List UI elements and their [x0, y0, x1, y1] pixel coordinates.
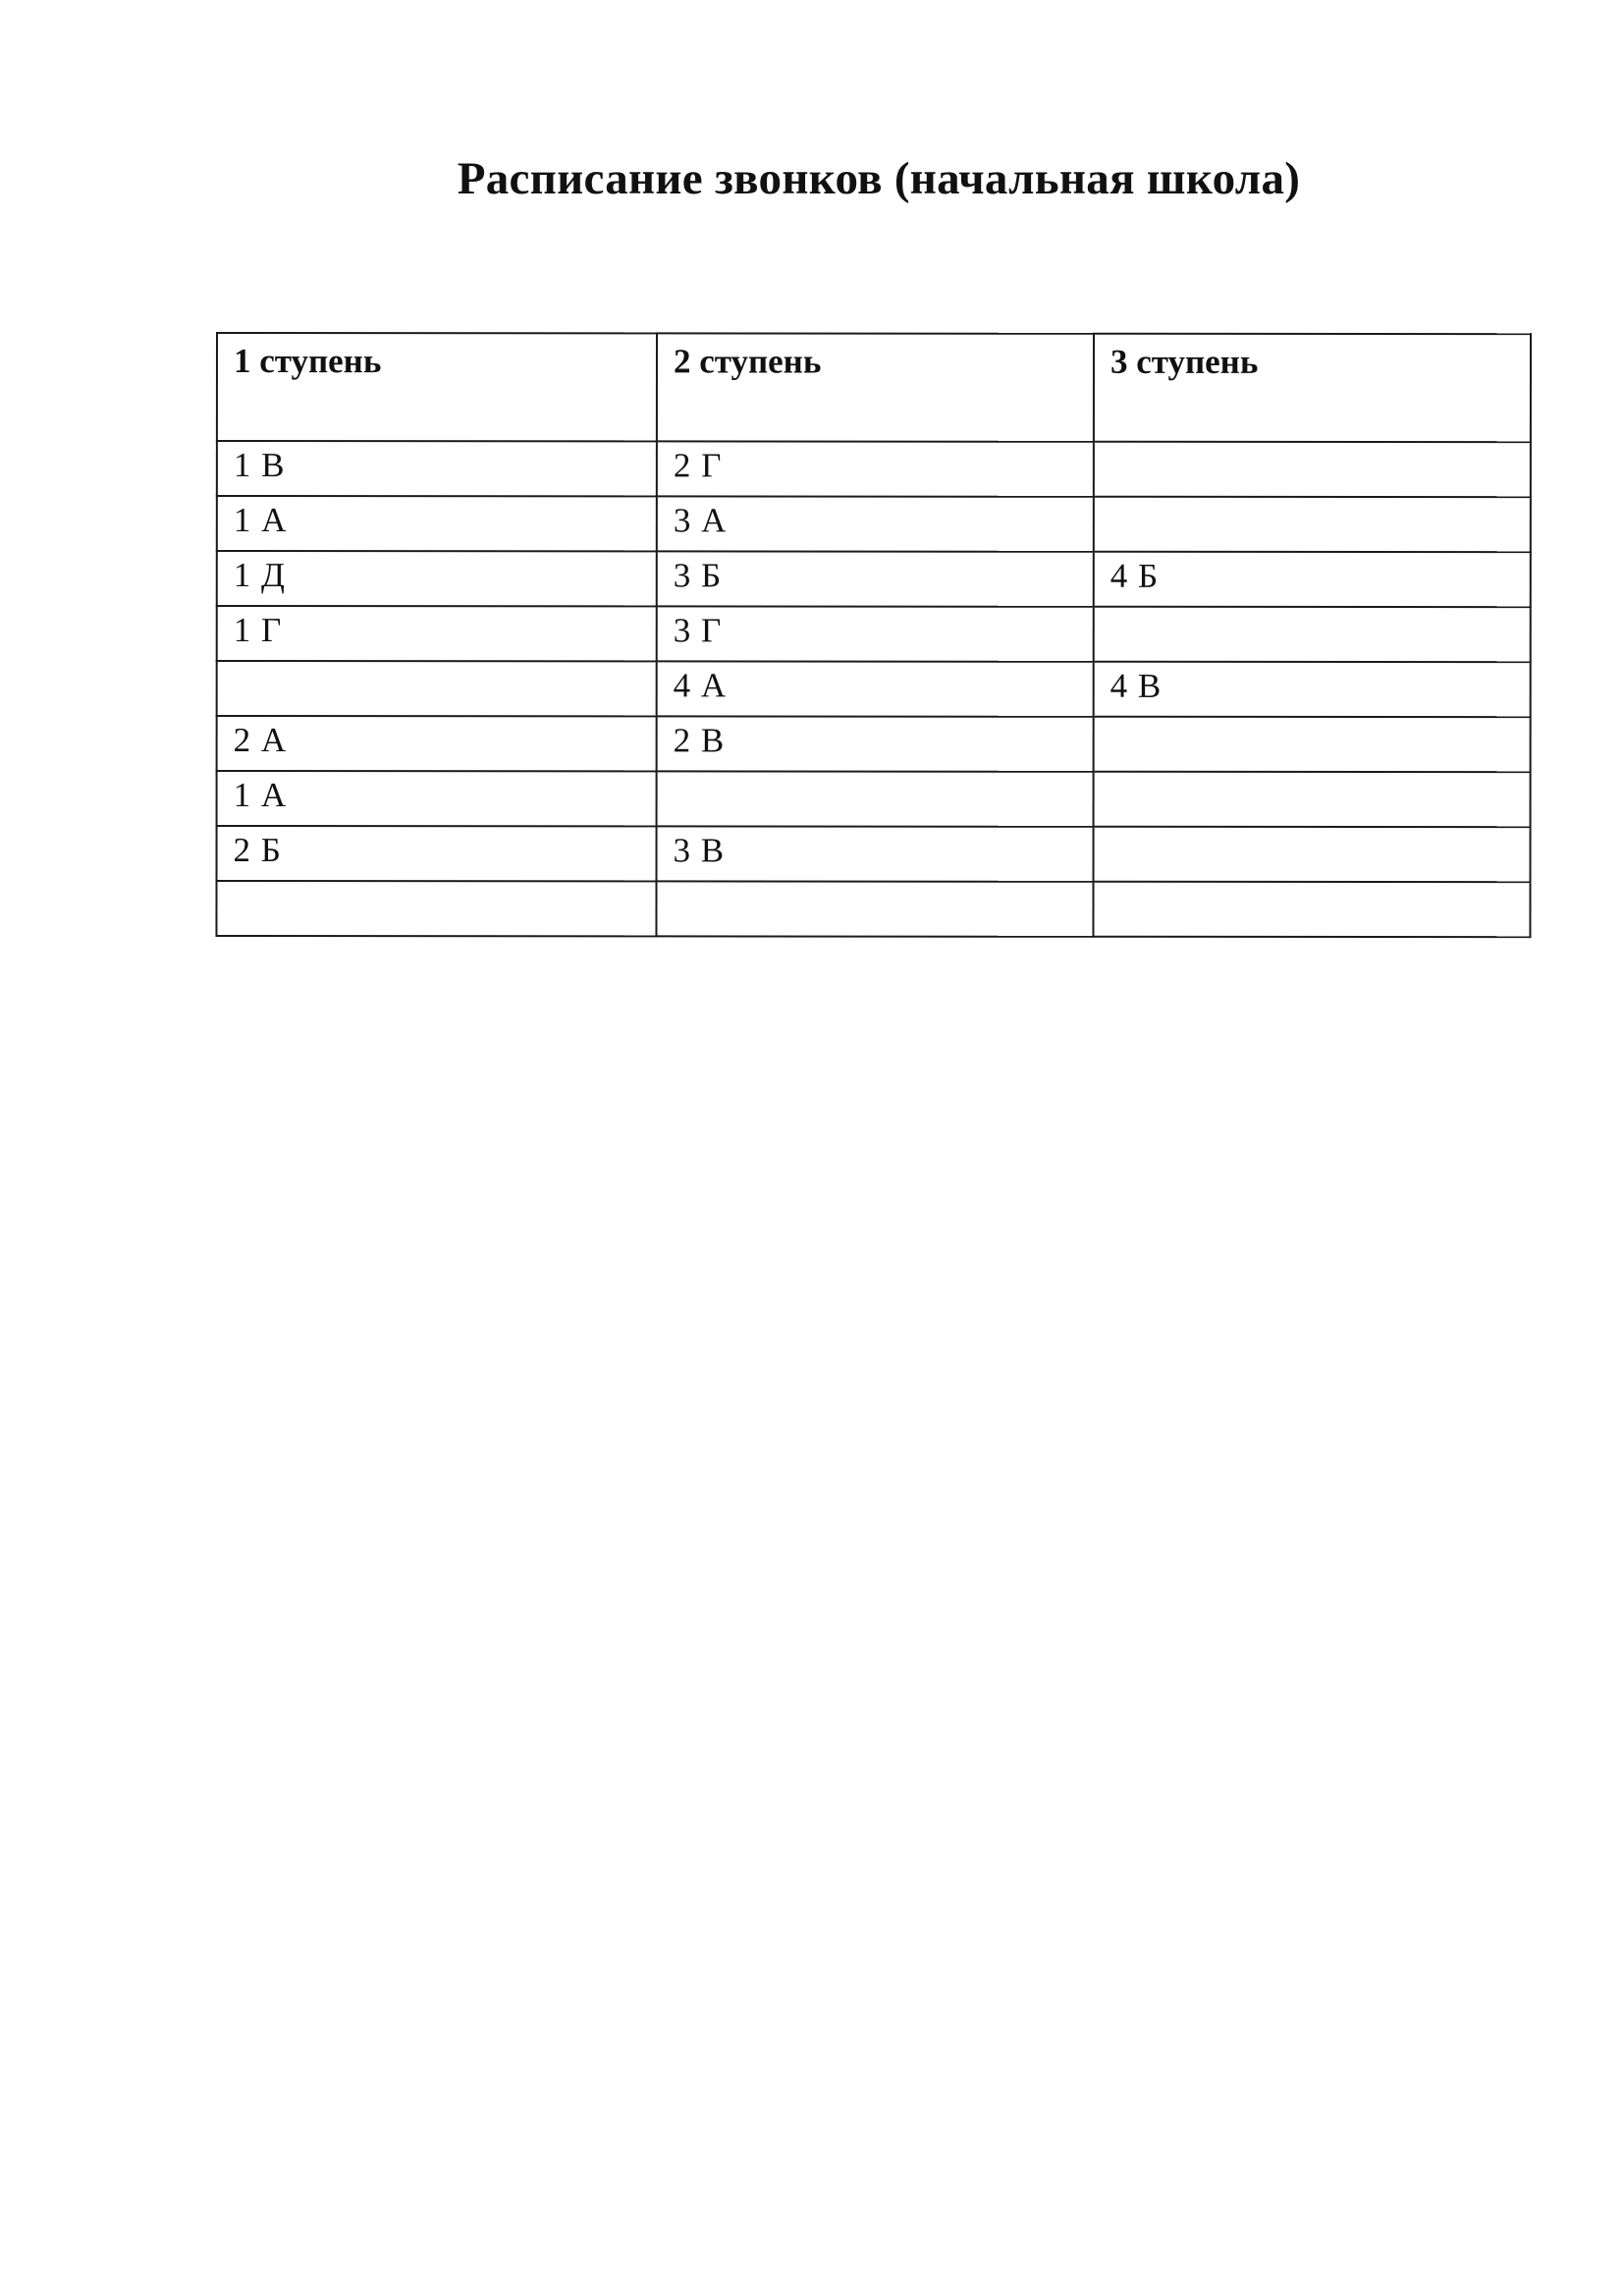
table-cell: 2 Б — [217, 826, 657, 881]
table-cell: 1 В — [217, 441, 657, 496]
table-cell: 3 В — [657, 826, 1094, 881]
table-row — [217, 551, 1531, 607]
table-cell: 3 Б — [657, 551, 1094, 606]
table-header-row — [217, 333, 1531, 442]
table-cell: 4 А — [657, 661, 1094, 716]
table-cell — [1094, 717, 1531, 772]
table-row — [217, 826, 1531, 882]
table-cell: 4 Б — [1094, 552, 1531, 607]
table-cell — [1093, 882, 1530, 937]
table-cell — [1094, 827, 1531, 882]
table-row — [217, 441, 1531, 497]
table-cell: 1 А — [217, 496, 657, 551]
table-body — [216, 441, 1530, 937]
table-cell: 4 В — [1094, 662, 1531, 717]
table-cell: 1 Д — [217, 551, 657, 606]
table-cell: 1 Г — [217, 606, 657, 661]
table-cell: 2 В — [657, 716, 1094, 771]
header-cell-stage-1: 1 ступень — [217, 333, 657, 441]
schedule-table — [215, 332, 1532, 938]
table-cell: 1 А — [217, 771, 657, 826]
table-row — [217, 606, 1531, 662]
table-cell — [657, 771, 1094, 826]
table-cell — [1094, 497, 1531, 552]
table-cell: 3 Г — [657, 606, 1094, 661]
table-row — [217, 771, 1531, 827]
page-title: Расписание звонков (начальная школа) — [457, 153, 1301, 204]
header-cell-stage-2: 2 ступень — [657, 333, 1094, 441]
table-header — [217, 333, 1531, 442]
table-cell — [656, 881, 1093, 936]
table-cell — [216, 881, 656, 936]
table-row — [217, 661, 1531, 717]
table-cell: 2 А — [217, 716, 657, 771]
table-cell: 3 А — [657, 496, 1094, 551]
header-cell-stage-3: 3 ступень — [1094, 334, 1531, 442]
table-cell — [1094, 442, 1531, 497]
table-cell — [1094, 607, 1531, 662]
table-row — [216, 881, 1530, 937]
table-cell — [217, 661, 657, 716]
table-cell: 2 Г — [657, 441, 1094, 496]
table-row — [217, 716, 1531, 772]
table-row — [217, 496, 1531, 552]
table-cell — [1094, 772, 1531, 827]
